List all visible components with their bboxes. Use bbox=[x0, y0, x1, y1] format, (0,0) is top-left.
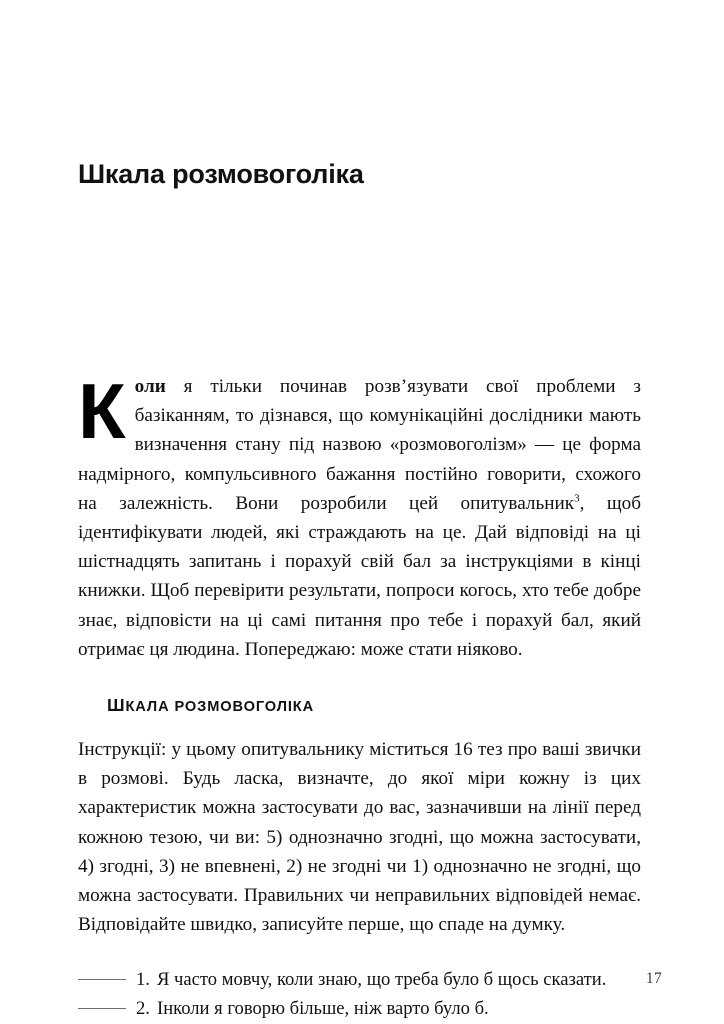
page-number: 17 bbox=[645, 970, 662, 987]
section-heading bbox=[107, 695, 641, 716]
lead-paragraph-text-continued: , щоб ідентифікувати людей, які страждають на це. Дай відповіді на ці шістнадцять запитань і порахуй свій бал за інструкціями в кінці книжки. Щоб перевірити результати, попроси когось, хто тебе добре знає, відповісти на ці самі питання про тебе і порахуй бал, який отримає ця людина. Попереджаю: може стати ніяково. bbox=[78, 492, 641, 660]
statement-list bbox=[78, 965, 641, 1023]
answer-blank-line[interactable] bbox=[78, 979, 126, 980]
lead-bold-continuation: оли bbox=[134, 376, 166, 397]
body-text-column bbox=[78, 367, 641, 1023]
answer-blank-line[interactable] bbox=[78, 1008, 126, 1009]
lead-paragraph bbox=[78, 367, 641, 664]
lead-paragraph-text: я тільки починав розв’язувати свої проблеми з базіканням, то дізнався, що комунікаційні дослідники мають визначення стану під назвою «розмовоголізм» — це форма надмірного, компульсивного бажання постійно говорити, схожого на залежність. Вони розробили цей опитувальник bbox=[78, 376, 641, 514]
list-item bbox=[78, 965, 641, 994]
list-item bbox=[78, 994, 641, 1023]
statement-text: Інколи я говорю більше, ніж варто було б. bbox=[157, 998, 489, 1020]
instructions-paragraph: Інструкції: у цьому опитувальнику міститься 16 тез про ваші звички в розмові. Будь ласка, визначте, до якої міри кожну із цих характеристик можна застосувати до вас, зазначивши на лінії перед кожною тезою, чи ви: 5) однозначно згодні, що можна застосувати, 4) згодні, 3) не впевнені, 2) не згодні чи 1) однозначно не згодні, що можна застосувати. Правильних чи неправильних відповідей немає. Відповідайте швидко, записуйте перше, що спаде на думку. bbox=[78, 739, 641, 936]
statement-number: 2. bbox=[136, 998, 150, 1020]
statement-number: 1. bbox=[136, 969, 150, 991]
section-heading-rest: КАЛА РОЗМОВОГОЛІКА bbox=[125, 699, 315, 716]
page-title: Шкала розмовоголіка bbox=[78, 159, 364, 190]
drop-cap-letter: К bbox=[78, 367, 126, 455]
statement-text: Я часто мовчу, коли знаю, що треба було б щось сказати. bbox=[157, 969, 607, 991]
footnote-reference[interactable]: 3 bbox=[574, 492, 580, 505]
section-heading-initial: Ш bbox=[107, 695, 126, 716]
